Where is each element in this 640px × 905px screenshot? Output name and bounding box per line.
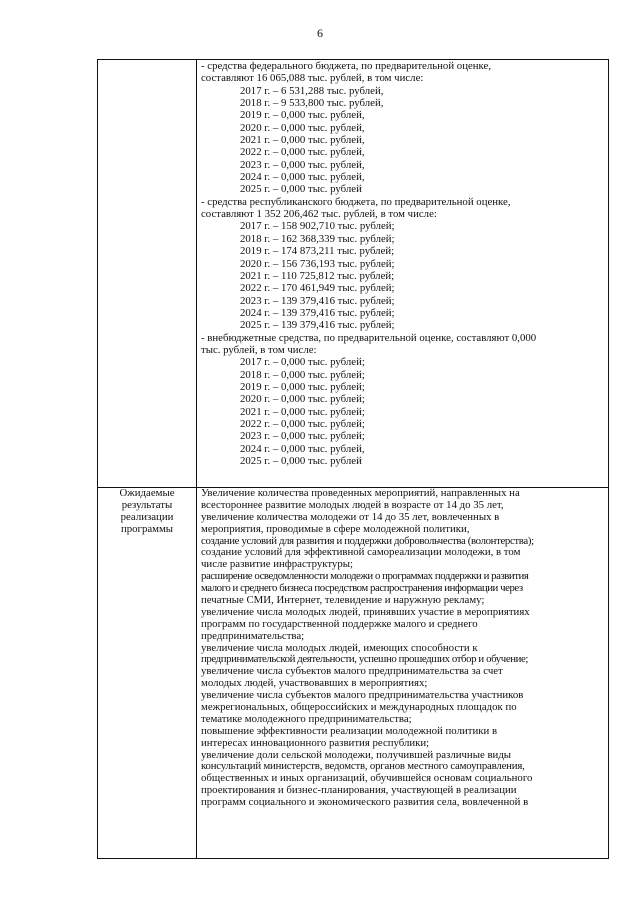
results-label-cell — [98, 488, 197, 859]
results-line: увеличение числа молодых людей, имеющих способности к — [201, 642, 478, 654]
results-line: печатные СМИ, Интернет, телевидение и наружную рекламу; — [201, 595, 485, 607]
republic-intro-line: - средства республиканского бюджета, по предварительной оценке, — [201, 195, 511, 208]
funding-text-cell — [197, 60, 609, 488]
republic-year-line: 2018 г. – 162 368,339 тыс. рублей; — [240, 232, 395, 245]
results-line: молодых людей, участвовавших в мероприятиях; — [201, 678, 428, 690]
extrabudget-year-line: 2022 г. – 0,000 тыс. рублей; — [240, 417, 365, 430]
results-label-line: Ожидаемые — [119, 488, 175, 499]
republic-block — [201, 196, 604, 332]
results-line: межрегиональных, общероссийских и международных площадок по — [201, 702, 517, 714]
extrabudget-year-line: 2019 г. – 0,000 тыс. рублей; — [240, 380, 365, 393]
table-row-funding — [98, 60, 609, 488]
extrabudget-year-line: 2017 г. – 0,000 тыс. рублей; — [240, 356, 365, 369]
results-line: тематике молодежного предпринимательства; — [201, 713, 412, 725]
results-line: повышение эффективности реализации молодежной политики в — [201, 725, 498, 737]
federal-intro-line: - средства федерального бюджета, по предварительной оценке, — [201, 60, 492, 72]
republic-year-line: 2021 г. – 110 725,812 тыс. рублей; — [240, 269, 395, 282]
results-line: предпринимательской деятельности, успешно прошедших отбор и обучение; — [201, 654, 528, 666]
extrabudget-year-line: 2024 г. – 0,000 тыс. рублей, — [240, 442, 365, 455]
republic-year-line: 2022 г. – 170 461,949 тыс. рублей; — [240, 282, 395, 295]
results-line: программ по государственной поддержке малого и среднего — [201, 618, 478, 630]
federal-year-line: 2025 г. – 0,000 тыс. рублей — [240, 183, 362, 196]
table-row-results — [98, 488, 609, 859]
federal-year-line: 2018 г. – 9 533,800 тыс. рублей, — [240, 97, 384, 110]
results-line: создание условий для развития и поддержки добровольчества (волонтерства); — [201, 535, 534, 547]
republic-intro-line: составляют 1 352 206,462 тыс. рублей, в том числе: — [201, 208, 437, 221]
extrabudget-intro-line: тыс. рублей, в том числе: — [201, 343, 317, 356]
extrabudget-year-line: 2025 г. – 0,000 тыс. рублей — [240, 455, 362, 467]
republic-year-line: 2024 г. – 139 379,416 тыс. рублей; — [240, 306, 395, 319]
results-line: увеличение доли сельской молодежи, получившей различные виды — [201, 749, 512, 761]
passport-table — [97, 59, 609, 859]
results-label-line: реализации — [120, 511, 174, 523]
extrabudget-block — [201, 332, 604, 468]
federal-year-line: 2017 г. – 6 531,288 тыс. рублей, — [240, 84, 384, 97]
results-line: общественных и иных организаций, обучившейся основам социального — [201, 773, 533, 785]
results-line: создание условий для эффективной самореализации молодежи, в том — [201, 547, 521, 559]
results-label-line: результаты — [121, 499, 173, 511]
federal-year-line: 2023 г. – 0,000 тыс. рублей, — [240, 158, 365, 171]
results-line: предпринимательства; — [201, 630, 305, 642]
results-line: увеличение числа субъектов малого предпринимательства участников — [201, 690, 524, 702]
results-line: проектирования и бизнес-планирования, участвующей в реализации — [201, 785, 517, 797]
extrabudget-year-line: 2021 г. – 0,000 тыс. рублей; — [240, 405, 365, 418]
extrabudget-year-line: 2023 г. – 0,000 тыс. рублей; — [240, 430, 365, 443]
results-line: Увеличение количества проведенных мероприятий, направленных на — [201, 488, 520, 499]
federal-year-line: 2020 г. – 0,000 тыс. рублей, — [240, 121, 365, 134]
federal-year-line: 2021 г. – 0,000 тыс. рублей, — [240, 134, 365, 147]
results-label-line: программы — [120, 523, 174, 535]
federal-year-line: 2022 г. – 0,000 тыс. рублей, — [240, 146, 365, 159]
republic-year-line: 2017 г. – 158 902,710 тыс. рублей; — [240, 220, 395, 233]
results-line: малого и среднего бизнеса посредством распространения информации через — [201, 583, 523, 595]
extrabudget-intro-line: - внебюджетные средства, по предварительной оценке, составляют 0,000 — [201, 331, 537, 344]
results-line: расширение осведомленности молодежи о программах поддержки и развития — [201, 571, 529, 583]
extrabudget-year-line: 2018 г. – 0,000 тыс. рублей; — [240, 368, 365, 381]
results-line: интересах инновационного развития республики; — [201, 737, 430, 749]
results-line: мероприятия, проводимые в сфере молодежной политики, — [201, 523, 470, 535]
results-line: увеличение количества молодежи от 14 до 35 лет, вовлеченных в — [201, 511, 500, 523]
republic-year-line: 2019 г. – 174 873,211 тыс. рублей; — [240, 245, 395, 258]
page-number: 6 — [317, 26, 323, 40]
results-line: консультаций министерств, ведомств, органов местного самоуправления, — [201, 761, 525, 773]
results-line: всестороннее развитие молодых людей в возрасте от 14 до 35 лет, — [201, 499, 504, 511]
federal-block — [201, 60, 604, 196]
republic-year-line: 2025 г. – 139 379,416 тыс. рублей; — [240, 319, 395, 332]
extrabudget-year-line: 2020 г. – 0,000 тыс. рублей; — [240, 393, 365, 406]
federal-intro-line: составляют 16 065,088 тыс. рублей, в том числе: — [201, 72, 424, 85]
republic-year-line: 2020 г. – 156 736,193 тыс. рублей; — [240, 257, 395, 270]
results-line: программ социального и экономического развития села, вовлеченной в — [201, 797, 529, 809]
results-line: увеличение числа молодых людей, принявших участие в мероприятиях — [201, 606, 530, 618]
results-text-cell — [197, 488, 609, 859]
federal-year-line: 2019 г. – 0,000 тыс. рублей, — [240, 109, 365, 122]
republic-year-line: 2023 г. – 139 379,416 тыс. рублей; — [240, 294, 395, 307]
funding-label-cell — [98, 60, 197, 488]
federal-year-line: 2024 г. – 0,000 тыс. рублей, — [240, 171, 365, 184]
results-line: числе развитие инфраструктуры; — [201, 559, 353, 571]
results-line: увеличение числа субъектов малого предпринимательства за счет — [201, 666, 503, 678]
